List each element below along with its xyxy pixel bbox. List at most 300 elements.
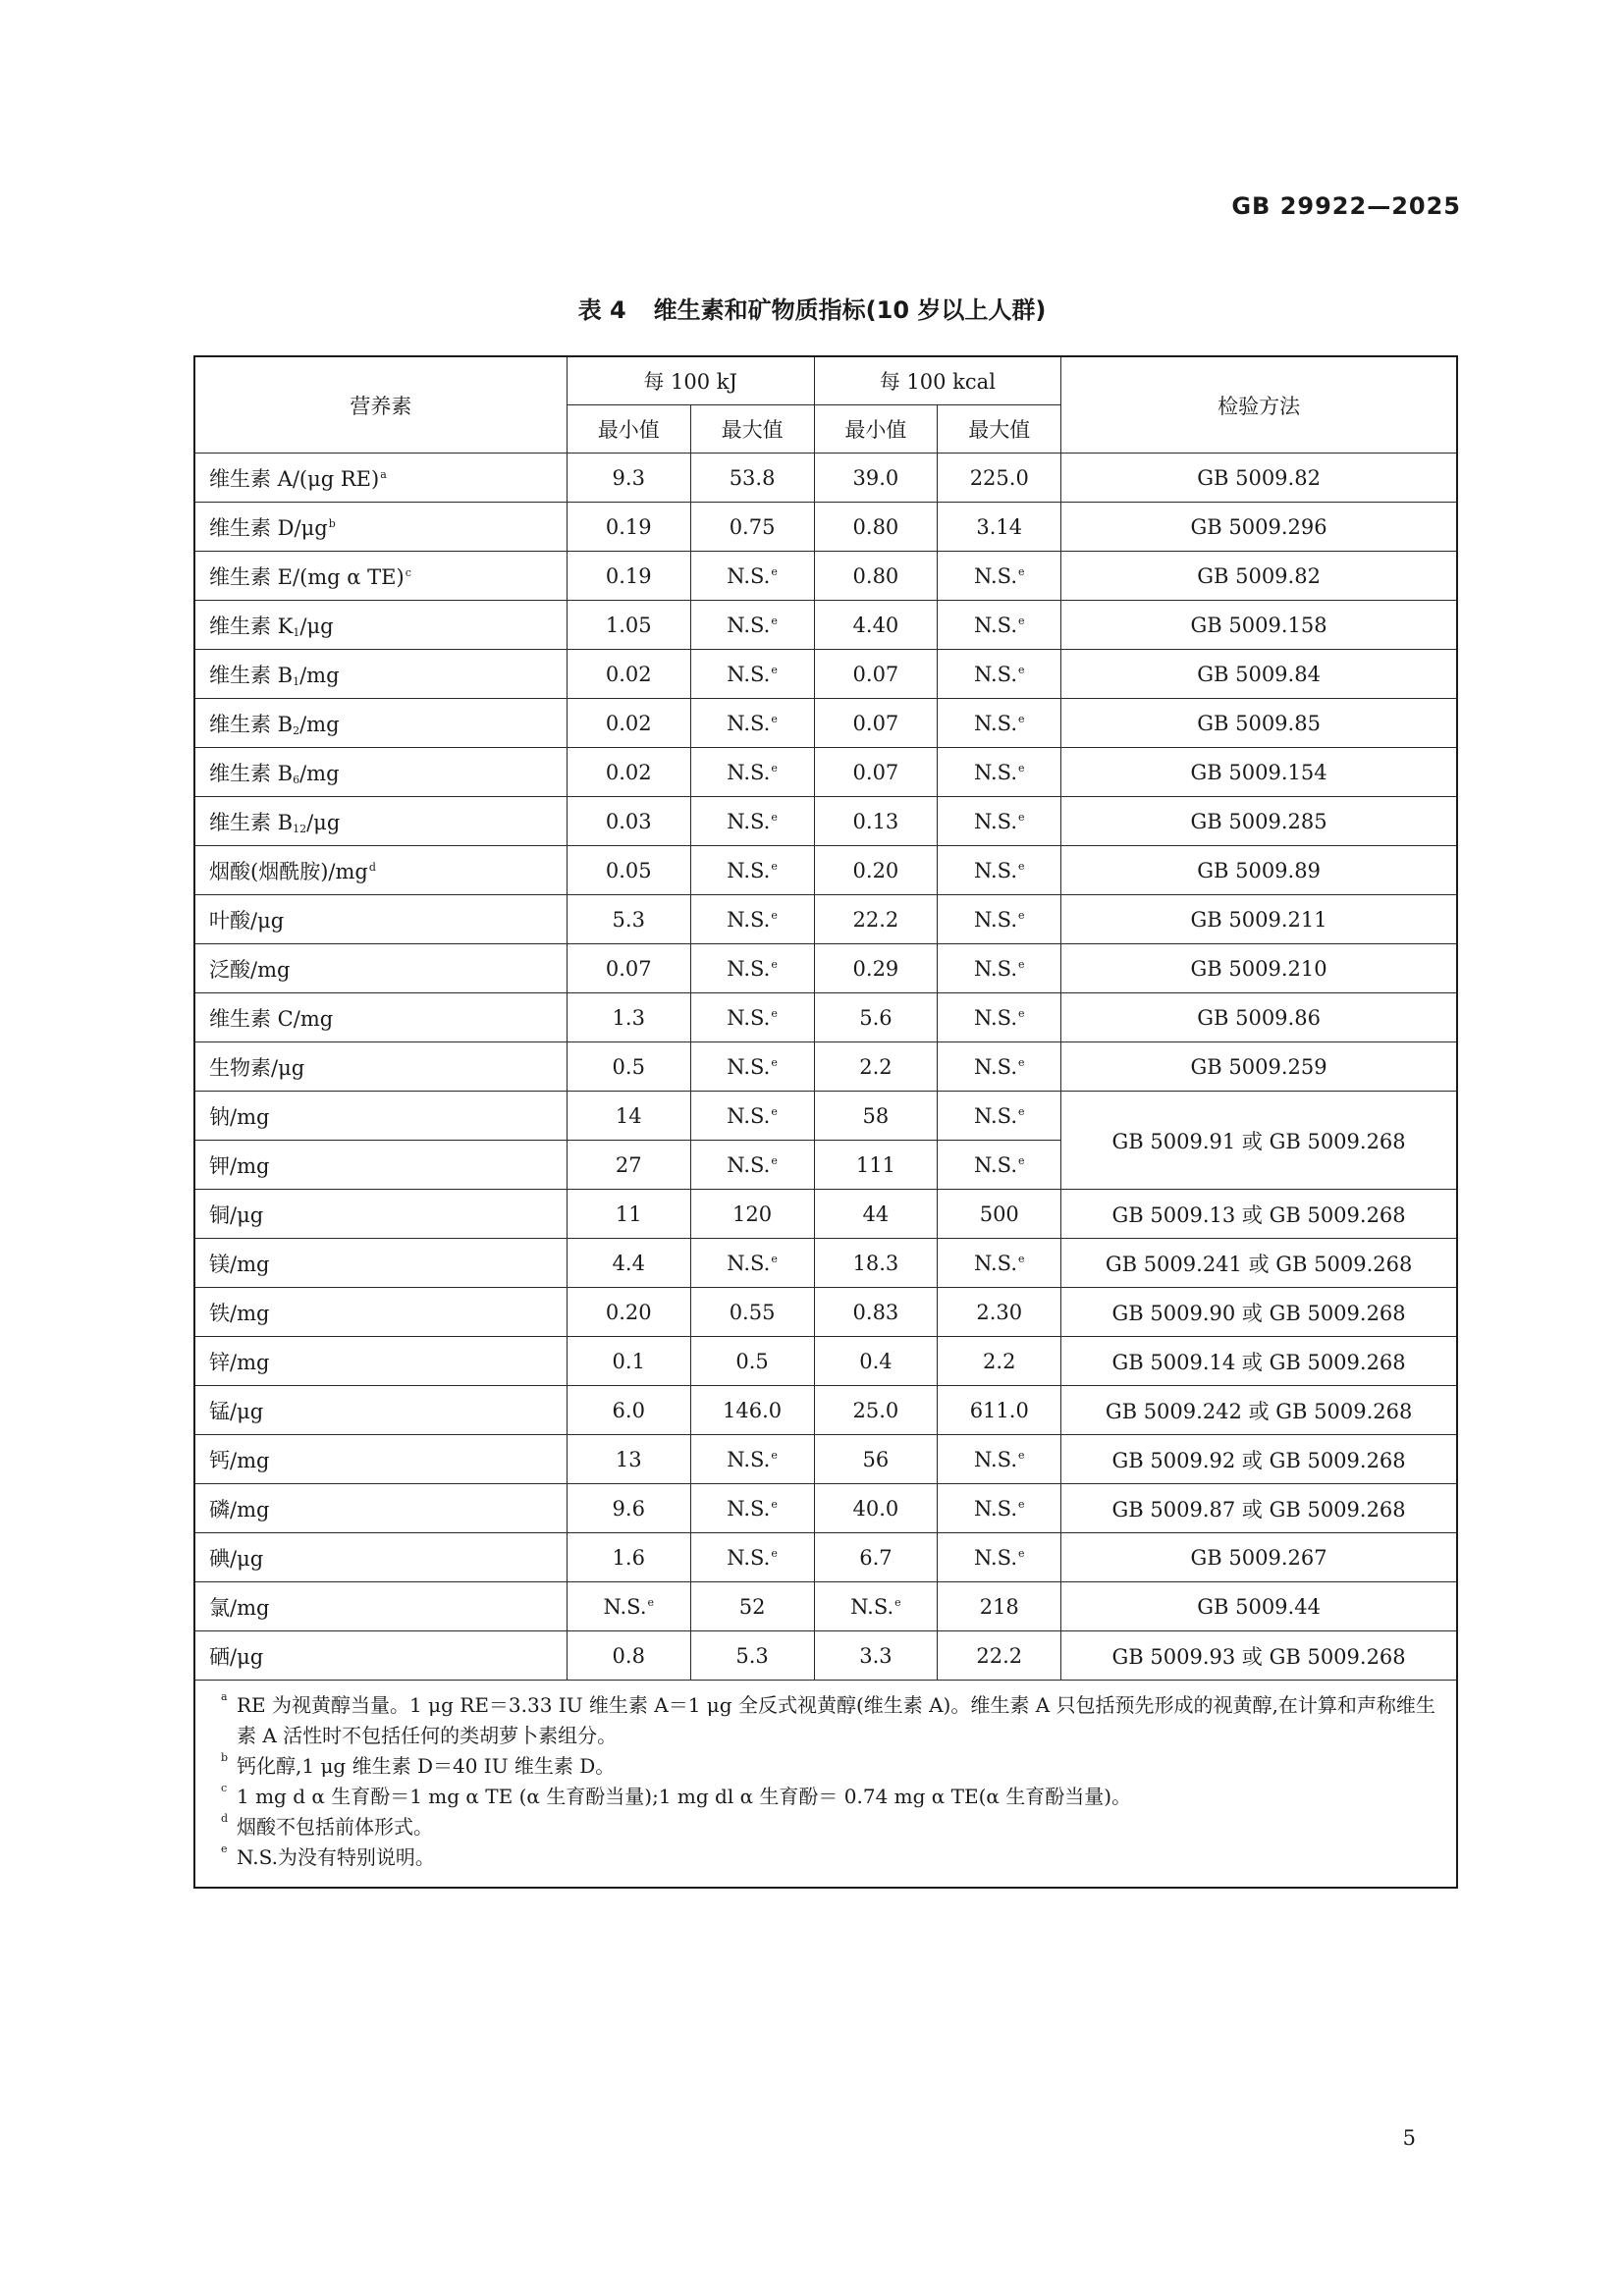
cell-value: 0.5 xyxy=(612,1054,645,1079)
cell-kj-min xyxy=(567,944,690,993)
footnote-mark: e xyxy=(771,1497,778,1511)
table-row xyxy=(194,454,1457,503)
footnote-mark: e xyxy=(771,957,778,971)
cell-value: N.S. xyxy=(727,809,771,833)
cell-kcal-max xyxy=(938,601,1061,650)
cell-value: 0.13 xyxy=(852,809,899,833)
cell-method: GB 5009.13 或 GB 5009.268 xyxy=(1061,1190,1457,1239)
footnote-mark: e xyxy=(1018,1104,1025,1118)
cell-kj-max xyxy=(690,650,814,699)
cell-value: N.S. xyxy=(973,858,1017,882)
table-row xyxy=(194,1190,1457,1239)
cell-value: N.S. xyxy=(727,1005,771,1030)
cell-nutrient xyxy=(194,1239,567,1288)
cell-kcal-max xyxy=(938,454,1061,503)
cell-nutrient xyxy=(194,895,567,944)
cell-value: 0.8 xyxy=(612,1643,645,1668)
cell-kcal-max xyxy=(938,1484,1061,1533)
cell-nutrient xyxy=(194,650,567,699)
cell-nutrient xyxy=(194,1190,567,1239)
cell-value: 146.0 xyxy=(723,1398,783,1422)
cell-kj-min xyxy=(567,699,690,748)
cell-kcal-min xyxy=(814,1337,938,1386)
cell-kcal-max xyxy=(938,1141,1061,1190)
footnote-mark: a xyxy=(380,467,387,481)
footnote-mark: e xyxy=(894,1595,901,1609)
cell-kj-min xyxy=(567,1288,690,1337)
header-kcal-max: 最大值 xyxy=(938,405,1061,454)
cell-kj-max xyxy=(690,1337,814,1386)
header-nutrient: 营养素 xyxy=(194,356,567,454)
cell-kcal-max xyxy=(938,1190,1061,1239)
cell-value: 11 xyxy=(615,1201,642,1226)
cell-value: 0.55 xyxy=(729,1300,776,1324)
footnote-mark: e xyxy=(1018,1153,1025,1167)
cell-nutrient xyxy=(194,454,567,503)
footnote-mark: a xyxy=(221,1690,228,1703)
cell-value: 52 xyxy=(738,1594,766,1619)
cell-value: 39.0 xyxy=(852,465,899,490)
cell-value: 0.20 xyxy=(852,858,899,882)
nutrient-name: 锌/mg xyxy=(209,1350,270,1374)
cell-kcal-max xyxy=(938,1092,1061,1141)
cell-kj-max xyxy=(690,454,814,503)
cell-kcal-min xyxy=(814,1288,938,1337)
cell-kcal-max xyxy=(938,895,1061,944)
nutrient-unit: /mg xyxy=(299,761,340,785)
cell-kj-min xyxy=(567,552,690,601)
cell-value: 611.0 xyxy=(969,1398,1029,1422)
footnote-mark: e xyxy=(647,1595,655,1609)
table-row xyxy=(194,552,1457,601)
cell-value: 0.07 xyxy=(852,711,899,735)
footnote-mark: e xyxy=(771,1252,778,1265)
footnote xyxy=(221,1751,1438,1782)
nutrient-name: 硒/μg xyxy=(209,1644,264,1669)
cell-value: N.S. xyxy=(973,956,1017,981)
footnote-mark: d xyxy=(368,860,376,874)
nutrient-subscript: 6 xyxy=(293,773,300,786)
cell-method: GB 5009.259 xyxy=(1061,1042,1457,1092)
cell-kj-min xyxy=(567,1190,690,1239)
cell-value: 225.0 xyxy=(969,465,1029,490)
cell-kj-min xyxy=(567,1533,690,1582)
nutrient-name: 磷/mg xyxy=(209,1497,270,1522)
cell-value: 4.40 xyxy=(852,613,899,637)
table-row xyxy=(194,1533,1457,1582)
cell-kcal-min xyxy=(814,846,938,895)
nutrient-subscript: 12 xyxy=(293,822,307,835)
cell-kj-max xyxy=(690,601,814,650)
cell-kj-max xyxy=(690,1435,814,1484)
cell-value: 120 xyxy=(732,1201,773,1226)
cell-nutrient xyxy=(194,1288,567,1337)
header-kj-max: 最大值 xyxy=(690,405,814,454)
nutrient-name: 维生素 D/μg xyxy=(209,515,328,540)
cell-value: 0.1 xyxy=(612,1349,645,1373)
footnote-mark: e xyxy=(771,908,778,922)
cell-kcal-min xyxy=(814,601,938,650)
cell-value: 9.6 xyxy=(612,1496,645,1521)
nutrient-name: 锰/μg xyxy=(209,1399,264,1423)
header-per-kj: 每 100 kJ xyxy=(567,356,814,405)
cell-kcal-max xyxy=(938,699,1061,748)
cell-value: 1.6 xyxy=(612,1545,645,1570)
footnote-mark: c xyxy=(221,1782,228,1794)
cell-nutrient xyxy=(194,1533,567,1582)
cell-kcal-max xyxy=(938,503,1061,552)
cell-method: GB 5009.93 或 GB 5009.268 xyxy=(1061,1631,1457,1681)
cell-nutrient xyxy=(194,944,567,993)
nutrient-name: 生物素/μg xyxy=(209,1055,305,1080)
cell-nutrient xyxy=(194,1582,567,1631)
cell-value: N.S. xyxy=(727,956,771,981)
table-notes xyxy=(194,1681,1457,1889)
cell-value: 18.3 xyxy=(852,1251,899,1275)
cell-method: GB 5009.87 或 GB 5009.268 xyxy=(1061,1484,1457,1533)
cell-value: N.S. xyxy=(727,662,771,686)
cell-value: N.S. xyxy=(727,858,771,882)
cell-method: GB 5009.285 xyxy=(1061,797,1457,846)
cell-kj-max xyxy=(690,1288,814,1337)
footnote-mark: e xyxy=(1018,1448,1025,1462)
footnote-mark: e xyxy=(771,1546,778,1560)
cell-value: N.S. xyxy=(973,1103,1017,1128)
table-row xyxy=(194,1386,1457,1435)
footnote-mark: e xyxy=(771,712,778,725)
cell-method: GB 5009.84 xyxy=(1061,650,1457,699)
cell-nutrient xyxy=(194,1092,567,1141)
cell-value: 0.80 xyxy=(852,563,899,588)
cell-kcal-min xyxy=(814,944,938,993)
cell-kcal-min xyxy=(814,1631,938,1681)
cell-kj-max xyxy=(690,503,814,552)
cell-value: 0.75 xyxy=(729,514,776,539)
cell-value: 4.4 xyxy=(612,1251,645,1275)
nutrient-name: 铜/μg xyxy=(209,1202,264,1227)
cell-value: 0.07 xyxy=(852,760,899,784)
cell-value: 3.3 xyxy=(859,1643,893,1668)
nutrient-name: 维生素 A/(μg RE) xyxy=(209,466,380,491)
cell-kcal-min xyxy=(814,699,938,748)
cell-method: GB 5009.82 xyxy=(1061,454,1457,503)
cell-kj-min xyxy=(567,454,690,503)
table-row xyxy=(194,1092,1457,1141)
cell-method: GB 5009.90 或 GB 5009.268 xyxy=(1061,1288,1457,1337)
cell-value: N.S. xyxy=(973,907,1017,932)
cell-method: GB 5009.211 xyxy=(1061,895,1457,944)
cell-value: 218 xyxy=(979,1594,1019,1619)
cell-value: 27 xyxy=(615,1152,642,1177)
cell-kcal-max xyxy=(938,1288,1061,1337)
cell-kcal-min xyxy=(814,1239,938,1288)
cell-kcal-max xyxy=(938,1042,1061,1092)
footnote-mark: d xyxy=(221,1812,229,1825)
footnote-mark: e xyxy=(771,614,778,627)
cell-kcal-max xyxy=(938,846,1061,895)
cell-value: N.S. xyxy=(973,1054,1017,1079)
cell-value: 53.8 xyxy=(729,465,776,490)
nutrient-name: 钙/mg xyxy=(209,1448,270,1472)
nutrient-name: 氯/mg xyxy=(209,1595,270,1620)
cell-kcal-max xyxy=(938,1239,1061,1288)
footnote-text: N.S.为没有特别说明。 xyxy=(237,1845,435,1869)
cell-kcal-max xyxy=(938,993,1061,1042)
cell-value: N.S. xyxy=(973,1152,1017,1177)
table-body xyxy=(194,454,1457,1681)
cell-kj-max xyxy=(690,1239,814,1288)
cell-nutrient xyxy=(194,993,567,1042)
footnote-mark: e xyxy=(1018,1252,1025,1265)
footnote-mark: e xyxy=(771,1055,778,1069)
cell-value: 5.3 xyxy=(735,1643,769,1668)
cell-kj-max xyxy=(690,797,814,846)
cell-value: 56 xyxy=(862,1447,890,1471)
cell-kcal-max xyxy=(938,944,1061,993)
table-row xyxy=(194,699,1457,748)
header-method: 检验方法 xyxy=(1061,356,1457,454)
cell-kj-max xyxy=(690,699,814,748)
cell-value: N.S. xyxy=(727,563,771,588)
cell-method: GB 5009.85 xyxy=(1061,699,1457,748)
cell-kj-max xyxy=(690,748,814,797)
cell-kj-min xyxy=(567,846,690,895)
cell-nutrient xyxy=(194,699,567,748)
cell-kj-min xyxy=(567,1092,690,1141)
cell-value: 0.02 xyxy=(605,711,652,735)
nutrient-name: 钠/mg xyxy=(209,1104,270,1129)
cell-method: GB 5009.242 或 GB 5009.268 xyxy=(1061,1386,1457,1435)
cell-value: 0.19 xyxy=(605,563,652,588)
cell-value: 2.30 xyxy=(976,1300,1023,1324)
footnote-mark: e xyxy=(771,564,778,578)
cell-kcal-max xyxy=(938,552,1061,601)
table-row xyxy=(194,1582,1457,1631)
cell-value: 0.02 xyxy=(605,760,652,784)
nutrient-name: 维生素 B xyxy=(209,663,294,687)
cell-value: 0.07 xyxy=(605,956,652,981)
cell-nutrient xyxy=(194,1337,567,1386)
cell-value: N.S. xyxy=(973,760,1017,784)
cell-nutrient xyxy=(194,601,567,650)
cell-kj-max xyxy=(690,1386,814,1435)
cell-method: GB 5009.44 xyxy=(1061,1582,1457,1631)
cell-value: N.S. xyxy=(727,1054,771,1079)
cell-kj-max xyxy=(690,895,814,944)
cell-value: N.S. xyxy=(850,1594,894,1619)
table-row xyxy=(194,1042,1457,1092)
page-number: 5 xyxy=(1402,2126,1416,2150)
cell-value: N.S. xyxy=(727,760,771,784)
cell-kcal-max xyxy=(938,748,1061,797)
cell-value: N.S. xyxy=(973,1251,1017,1275)
footnote-mark: b xyxy=(328,516,336,530)
footnote-mark: e xyxy=(1018,1497,1025,1511)
cell-kcal-min xyxy=(814,1092,938,1141)
footnote-mark: e xyxy=(1018,614,1025,627)
table-row xyxy=(194,601,1457,650)
table-row xyxy=(194,1288,1457,1337)
footnote-mark: e xyxy=(1018,859,1025,873)
cell-value: N.S. xyxy=(973,1005,1017,1030)
cell-kcal-min xyxy=(814,1190,938,1239)
footnote-mark: e xyxy=(771,663,778,676)
cell-kj-max xyxy=(690,1141,814,1190)
cell-kcal-min xyxy=(814,503,938,552)
cell-kj-min xyxy=(567,1239,690,1288)
cell-value: 22.2 xyxy=(852,907,899,932)
cell-kj-max xyxy=(690,993,814,1042)
header-kj-min: 最小值 xyxy=(567,405,690,454)
cell-kcal-min xyxy=(814,993,938,1042)
cell-nutrient xyxy=(194,797,567,846)
cell-kj-min xyxy=(567,1141,690,1190)
nutrient-unit: /μg xyxy=(306,810,341,834)
cell-method: GB 5009.86 xyxy=(1061,993,1457,1042)
cell-method: GB 5009.154 xyxy=(1061,748,1457,797)
cell-method: GB 5009.89 xyxy=(1061,846,1457,895)
nutrient-name: 泛酸/mg xyxy=(209,957,291,982)
cell-value: 0.19 xyxy=(605,514,652,539)
nutrient-subscript: 2 xyxy=(293,723,300,737)
nutrient-name: 维生素 C/mg xyxy=(209,1006,334,1031)
cell-kcal-max xyxy=(938,1337,1061,1386)
nutrient-unit: /mg xyxy=(299,712,340,736)
cell-value: 6.0 xyxy=(612,1398,645,1422)
table-row xyxy=(194,797,1457,846)
nutrient-name: 铁/mg xyxy=(209,1301,270,1325)
table-row xyxy=(194,846,1457,895)
table-row xyxy=(194,944,1457,993)
cell-kcal-max xyxy=(938,1582,1061,1631)
footnote-mark: e xyxy=(771,1153,778,1167)
cell-method: GB 5009.92 或 GB 5009.268 xyxy=(1061,1435,1457,1484)
cell-kj-max xyxy=(690,846,814,895)
footnote-mark: e xyxy=(1018,663,1025,676)
cell-kj-min xyxy=(567,650,690,699)
cell-value: 0.5 xyxy=(735,1349,769,1373)
nutrient-subscript: 1 xyxy=(293,625,300,639)
cell-kj-max xyxy=(690,1484,814,1533)
cell-value: N.S. xyxy=(973,563,1017,588)
cell-value: 5.3 xyxy=(612,907,645,932)
nutrient-name: 维生素 B xyxy=(209,712,294,736)
cell-method: GB 5009.210 xyxy=(1061,944,1457,993)
cell-value: N.S. xyxy=(727,1496,771,1521)
table-row xyxy=(194,993,1457,1042)
cell-kcal-min xyxy=(814,454,938,503)
cell-nutrient xyxy=(194,1141,567,1190)
cell-kcal-min xyxy=(814,748,938,797)
footnote-mark: b xyxy=(221,1751,229,1764)
cell-kcal-max xyxy=(938,1533,1061,1582)
nutrient-subscript: 1 xyxy=(293,674,300,688)
cell-kj-max xyxy=(690,1042,814,1092)
cell-value: N.S. xyxy=(727,907,771,932)
cell-value: N.S. xyxy=(973,1447,1017,1471)
nutrient-unit: /mg xyxy=(299,663,340,687)
cell-method: GB 5009.14 或 GB 5009.268 xyxy=(1061,1337,1457,1386)
table-row xyxy=(194,650,1457,699)
footnote-mark: e xyxy=(1018,1055,1025,1069)
cell-value: N.S. xyxy=(727,1447,771,1471)
footnote-mark: e xyxy=(221,1842,228,1855)
nutrient-name: 钾/mg xyxy=(209,1153,270,1178)
cell-value: N.S. xyxy=(973,1496,1017,1521)
cell-value: 1.3 xyxy=(612,1005,645,1030)
footnote-text: 烟酸不包括前体形式。 xyxy=(237,1815,433,1839)
cell-value: 14 xyxy=(615,1103,642,1128)
cell-method: GB 5009.158 xyxy=(1061,601,1457,650)
nutrient-name: 维生素 E/(mg α TE) xyxy=(209,564,405,589)
cell-value: 2.2 xyxy=(983,1349,1016,1373)
cell-kcal-max xyxy=(938,650,1061,699)
table-row xyxy=(194,503,1457,552)
nutrient-table xyxy=(193,355,1458,1889)
table-row xyxy=(194,1239,1457,1288)
footnote xyxy=(221,1812,1438,1842)
cell-nutrient xyxy=(194,748,567,797)
cell-value: 0.03 xyxy=(605,809,652,833)
cell-kcal-min xyxy=(814,1042,938,1092)
cell-method: GB 5009.82 xyxy=(1061,552,1457,601)
nutrient-unit: /μg xyxy=(299,614,334,638)
table-row xyxy=(194,1435,1457,1484)
cell-kj-max xyxy=(690,1190,814,1239)
footnote-mark: e xyxy=(771,1448,778,1462)
table-row xyxy=(194,1337,1457,1386)
cell-kcal-min xyxy=(814,1386,938,1435)
cell-nutrient xyxy=(194,1386,567,1435)
cell-value: N.S. xyxy=(973,809,1017,833)
cell-value: 0.07 xyxy=(852,662,899,686)
footnote-mark: e xyxy=(771,810,778,824)
cell-kj-min xyxy=(567,503,690,552)
cell-kj-max xyxy=(690,1533,814,1582)
cell-kj-min xyxy=(567,1435,690,1484)
footnote-mark: e xyxy=(771,859,778,873)
footnote-text: 钙化醇,1 μg 维生素 D＝40 IU 维生素 D。 xyxy=(237,1754,616,1778)
table-caption: 维生素和矿物质指标(10 岁以上人群) xyxy=(653,296,1047,324)
footnote-mark: e xyxy=(1018,1546,1025,1560)
cell-kj-max xyxy=(690,552,814,601)
cell-kj-min xyxy=(567,601,690,650)
cell-nutrient xyxy=(194,1631,567,1681)
cell-kcal-min xyxy=(814,1484,938,1533)
cell-value: 40.0 xyxy=(852,1496,899,1521)
cell-value: 13 xyxy=(615,1447,642,1471)
cell-value: 500 xyxy=(979,1201,1019,1226)
nutrient-name: 维生素 K xyxy=(209,614,294,638)
cell-value: 0.02 xyxy=(605,662,652,686)
cell-kj-min xyxy=(567,1386,690,1435)
cell-kj-max xyxy=(690,944,814,993)
header-per-kcal: 每 100 kcal xyxy=(814,356,1061,405)
nutrient-name: 维生素 B xyxy=(209,761,294,785)
cell-kj-min xyxy=(567,797,690,846)
cell-value: 5.6 xyxy=(859,1005,893,1030)
cell-kj-min xyxy=(567,1337,690,1386)
footnote-mark: e xyxy=(1018,564,1025,578)
footnote-mark: e xyxy=(771,761,778,774)
cell-value: 0.05 xyxy=(605,858,652,882)
footnote-text: 1 mg d α 生育酚＝1 mg α TE (α 生育酚当量);1 mg dl α 生育酚＝ 0.74 mg α TE(α 生育酚当量)。 xyxy=(237,1785,1132,1808)
footnote-mark: e xyxy=(1018,957,1025,971)
cell-value: 0.4 xyxy=(859,1349,893,1373)
footnote-text: RE 为视黄醇当量。1 μg RE＝3.33 IU 维生素 A＝1 μg 全反式视黄醇(维生素 A)。维生素 A 只包括预先形成的视黄醇,在计算和声称维生素 A 活性时不包括任何的类胡萝卜素组分。 xyxy=(237,1693,1435,1747)
cell-nutrient xyxy=(194,552,567,601)
cell-kcal-max xyxy=(938,1386,1061,1435)
